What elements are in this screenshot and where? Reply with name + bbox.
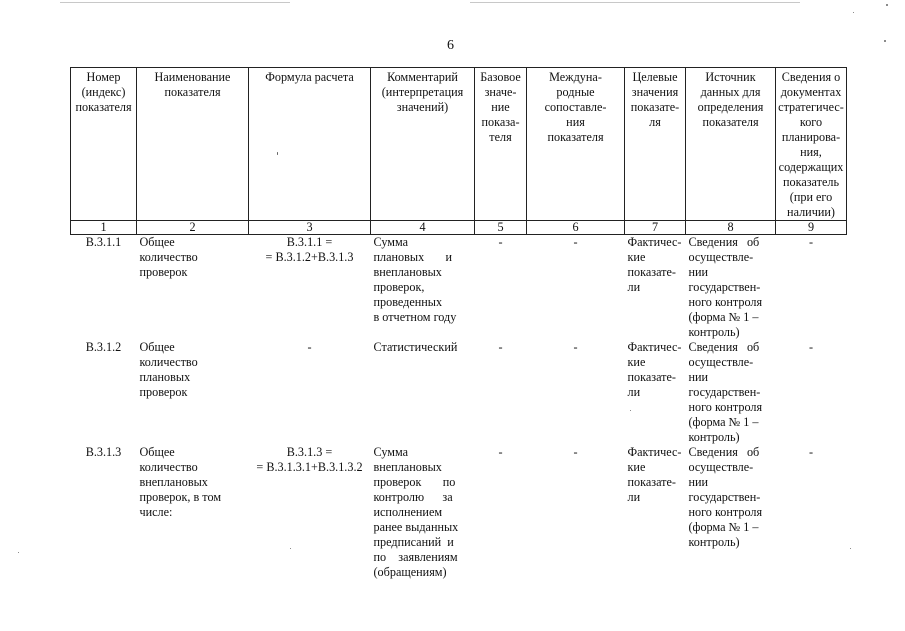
- cell-line: Фактичес-: [627, 445, 682, 459]
- indicator-base-value: -: [498, 340, 503, 354]
- indicator-name: [137, 340, 249, 445]
- cell-line: (форма № 1 –: [688, 520, 759, 534]
- indicator-comment: [371, 340, 475, 445]
- cell-line: стратегичес-: [778, 100, 844, 114]
- cell-line: контроль): [688, 535, 740, 549]
- cell-line: ного контроля: [688, 400, 763, 414]
- indicator-data-source: [686, 235, 776, 341]
- speck: [850, 548, 851, 549]
- cell-line: В.3.1.3 =: [286, 445, 333, 459]
- indicator-strategic-docs: -: [808, 340, 814, 354]
- cell-line: проведенных: [373, 295, 443, 309]
- cell-line: значе-: [484, 85, 517, 99]
- column-number: 2: [137, 221, 249, 235]
- cell-line: государствен-: [688, 280, 761, 294]
- cell-line: по заявлениям: [373, 550, 458, 564]
- header-strategic-docs: [776, 68, 847, 221]
- cell-line: ния,: [800, 145, 822, 159]
- cell-line: Фактичес-: [627, 235, 682, 249]
- table-row: [71, 235, 847, 341]
- cell-line: внеплановых: [373, 460, 442, 474]
- cell-line: Наименование: [154, 70, 231, 84]
- table-row: [71, 445, 847, 580]
- cell-line: ранее выданных: [373, 520, 459, 534]
- column-number: 8: [686, 221, 776, 235]
- indicator-index: В.3.1.1: [85, 235, 122, 249]
- header-intl-comparison: [527, 68, 625, 221]
- cell-line: Сумма: [373, 445, 409, 459]
- header-comment: [371, 68, 475, 221]
- cell-line: контроль): [688, 325, 740, 339]
- cell-line: Общее: [139, 340, 175, 354]
- cell-line: (при его: [789, 190, 833, 204]
- cell-line: В.3.1.1 =: [286, 235, 333, 249]
- cell-line: показателя: [164, 85, 221, 99]
- cell-line: (интерпретация: [381, 85, 464, 99]
- cell-line: = В.3.1.3.1+В.3.1.3.2: [256, 460, 363, 474]
- cell-line: проверок, в том: [139, 490, 222, 504]
- cell-line: Общее: [139, 445, 175, 459]
- indicator-formula: [249, 235, 371, 341]
- indicator-comment: [371, 445, 475, 580]
- header-index: [71, 68, 137, 221]
- cell-line: показателя: [547, 130, 604, 144]
- cell-line: Целевые: [632, 70, 678, 84]
- speck: [853, 12, 854, 13]
- cell-line: нии: [688, 370, 709, 384]
- cell-line: Сведения об: [688, 445, 760, 459]
- cell-line: нии: [688, 475, 709, 489]
- indicator-data-source: [686, 445, 776, 580]
- speck: [886, 4, 888, 6]
- indicator-target-values: [625, 340, 686, 445]
- cell-line: Общее: [139, 235, 175, 249]
- cell-line: (форма № 1 –: [688, 415, 759, 429]
- header-base-value: [475, 68, 527, 221]
- cell-line: Номер: [86, 70, 121, 84]
- cell-line: количество: [139, 460, 198, 474]
- indicator-intl-comparison: -: [573, 340, 578, 354]
- table-row: [71, 340, 847, 445]
- cell-line: показателя: [702, 115, 759, 129]
- cell-line: исполнением: [373, 505, 443, 519]
- cell-line: внеплановых: [139, 475, 208, 489]
- cell-line: содержащих: [778, 160, 844, 174]
- indicator-index: В.3.1.3: [85, 445, 122, 459]
- indicator-strategic-docs: -: [808, 445, 814, 459]
- cell-line: сопоставле-: [544, 100, 607, 114]
- indicator-table: [70, 67, 847, 580]
- cell-line: ли: [627, 280, 641, 294]
- cell-line: значения: [631, 85, 679, 99]
- cell-line: показате-: [627, 370, 676, 384]
- header-formula: [249, 68, 371, 221]
- column-number: 7: [625, 221, 686, 235]
- cell-line: Источник: [705, 70, 756, 84]
- cell-line: Формула расчета: [265, 70, 354, 84]
- cell-line: определения: [697, 100, 764, 114]
- cell-line: осуществле-: [688, 460, 754, 474]
- indicator-name: [137, 445, 249, 580]
- cell-line: в отчетном году: [373, 310, 457, 324]
- column-number: 5: [475, 221, 527, 235]
- cell-line: (индекс): [81, 85, 126, 99]
- cell-line: = В.3.1.2+В.3.1.3: [265, 250, 354, 264]
- column-number: 1: [71, 221, 137, 235]
- column-number: 9: [776, 221, 847, 235]
- cell-line: показате-: [627, 475, 676, 489]
- cell-line: нии: [688, 265, 709, 279]
- header-name: [137, 68, 249, 221]
- cell-line: документах: [780, 85, 842, 99]
- cell-line: Комментарий: [387, 70, 458, 84]
- cell-line: кие: [627, 355, 646, 369]
- cell-line: государствен-: [688, 490, 761, 504]
- indicator-name: [137, 235, 249, 341]
- cell-line: числе:: [139, 505, 173, 519]
- cell-line: предписаний и: [373, 535, 454, 549]
- speck: [18, 552, 19, 553]
- cell-line: Сведения об: [688, 235, 760, 249]
- cell-line: ли: [627, 490, 641, 504]
- cell-line: плановых и: [373, 250, 453, 264]
- indicator-index: В.3.1.2: [85, 340, 122, 354]
- column-number: 6: [527, 221, 625, 235]
- cell-line: проверок,: [373, 280, 425, 294]
- indicator-comment: [371, 235, 475, 341]
- cell-line: наличии): [787, 205, 835, 219]
- indicator-formula: [249, 445, 371, 580]
- header-target-values: [625, 68, 686, 221]
- cell-line: кие: [627, 250, 646, 264]
- cell-line: планирова-: [781, 130, 841, 144]
- cell-line: ния: [566, 115, 585, 129]
- header-data-source: [686, 68, 776, 221]
- indicator-strategic-docs: -: [808, 235, 814, 249]
- column-number: 4: [371, 221, 475, 235]
- cell-line: значений): [396, 100, 449, 114]
- cell-line: проверок: [139, 385, 188, 399]
- cell-line: (форма № 1 –: [688, 310, 759, 324]
- cell-line: Сведения об: [688, 340, 760, 354]
- indicator-base-value: -: [498, 235, 503, 249]
- cell-line: показате-: [630, 100, 680, 114]
- cell-line: количество: [139, 355, 198, 369]
- cell-line: Фактичес-: [627, 340, 682, 354]
- cell-line: кого: [799, 115, 823, 129]
- cell-line: показа-: [481, 115, 520, 129]
- cell-line: ля: [649, 115, 661, 129]
- cell-line: показате-: [627, 265, 676, 279]
- cell-line: теля: [489, 130, 512, 144]
- cell-line: проверок: [139, 265, 188, 279]
- cell-line: ние: [491, 100, 510, 114]
- cell-line: проверок по: [373, 475, 456, 489]
- cell-line: осуществле-: [688, 250, 754, 264]
- speck: [884, 40, 886, 42]
- cell-line: (обращениям): [373, 565, 447, 579]
- indicator-base-value: -: [498, 445, 503, 459]
- cell-line: плановых: [139, 370, 191, 384]
- cell-line: показатель: [782, 175, 840, 189]
- page-number: 6: [447, 38, 454, 53]
- cell-line: родные: [556, 85, 595, 99]
- cell-line: ного контроля: [688, 505, 763, 519]
- cell-line: данных для: [700, 85, 761, 99]
- cell-line: ного контроля: [688, 295, 763, 309]
- column-number-row: [71, 221, 847, 235]
- column-number: 3: [249, 221, 371, 235]
- cell-line: показателя: [75, 100, 132, 114]
- scan-line-top-right: [470, 2, 800, 3]
- indicator-intl-comparison: -: [573, 445, 578, 459]
- cell-line: Сведения о: [781, 70, 841, 84]
- cell-line: осуществле-: [688, 355, 754, 369]
- cell-line: ли: [627, 385, 641, 399]
- indicator-intl-comparison: -: [573, 235, 578, 249]
- indicator-data-source: [686, 340, 776, 445]
- cell-line: Статистический: [373, 340, 458, 354]
- cell-line: контроль): [688, 430, 740, 444]
- indicator-formula: [249, 340, 371, 445]
- cell-line: контролю за: [373, 490, 453, 504]
- cell-line: Междуна-: [549, 70, 602, 84]
- cell-line: количество: [139, 250, 198, 264]
- cell-line: кие: [627, 460, 646, 474]
- cell-line: государствен-: [688, 385, 761, 399]
- cell-line: Базовое: [480, 70, 521, 84]
- cell-line: внеплановых: [373, 265, 442, 279]
- cell-line: -: [307, 340, 312, 354]
- scan-line-top-left: [60, 2, 290, 3]
- table-header-row: [71, 68, 847, 221]
- indicator-target-values: [625, 235, 686, 341]
- cell-line: Сумма: [373, 235, 409, 249]
- indicator-target-values: [625, 445, 686, 580]
